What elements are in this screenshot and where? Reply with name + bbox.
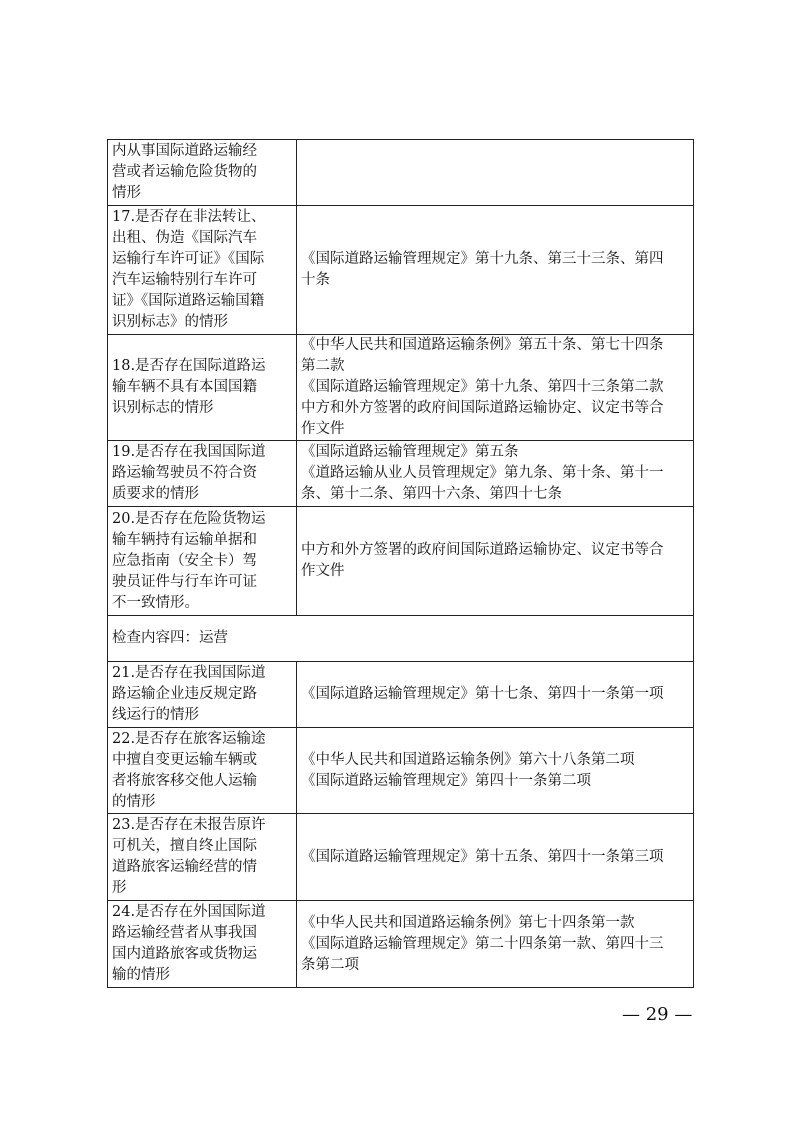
inspection-table	[107, 139, 694, 988]
table-row	[108, 206, 694, 335]
check-item-line: 路运输企业违反规定路	[112, 686, 257, 702]
check-item-line: 形	[112, 880, 127, 896]
check-item-line: 24.是否存在外国国际道	[112, 904, 266, 920]
table-row	[108, 335, 694, 441]
check-item-line: 识别标志》的情形	[112, 314, 228, 330]
check-item-line: 应急指南（安全卡）驾	[112, 552, 257, 569]
legal-basis-line: 《国际道路运输管理规定》第十九条、第四十三条第二款	[301, 379, 664, 395]
check-item-cell	[108, 662, 297, 728]
legal-basis-cell	[297, 441, 694, 507]
check-item-line: 者将旅客移交他人运输	[112, 772, 257, 789]
check-item-cell	[108, 814, 297, 901]
check-item-line: 情形	[112, 185, 141, 201]
check-item-line: 21.是否存在我国国际道	[112, 665, 266, 681]
legal-basis-line: 《国际道路运输管理规定》第二十四条第一款、第四十三	[301, 935, 664, 952]
legal-basis-line: 作文件	[301, 421, 345, 437]
check-item-cell	[108, 728, 297, 814]
table-row	[108, 441, 694, 507]
check-item-line: 证》《国际道路运输国籍	[112, 293, 265, 309]
check-item-line: 20.是否存在危险货物运	[112, 510, 266, 527]
legal-basis-line: 《道路运输从业人员管理规定》第九条、第十条、第十一	[301, 465, 664, 481]
check-item-line: 运输行车许可证》《国际	[112, 251, 265, 267]
legal-basis-line: 《中华人民共和国道路运输条例》第六十八条第二项	[301, 751, 635, 768]
check-item-line: 17.是否存在非法转让、	[112, 209, 266, 225]
legal-basis-line: 作文件	[301, 563, 345, 579]
check-item-line: 输车辆不具有本国国籍	[112, 379, 257, 395]
legal-basis-line: 中方和外方签署的政府间国际道路运输协定、议定书等合	[301, 542, 664, 558]
check-item-line: 驶员证件与行车许可证	[112, 573, 257, 590]
legal-basis-cell	[297, 335, 694, 441]
section-row	[108, 616, 694, 662]
check-item-line: 营或者运输危险货物的	[112, 164, 257, 180]
check-item-line: 输的情形	[112, 967, 170, 983]
table-row	[108, 507, 694, 616]
table-row	[108, 814, 694, 901]
check-item-line: 18.是否存在国际道路运	[112, 358, 266, 374]
check-item-line: 路运输驾驶员不符合资	[112, 465, 257, 481]
legal-basis-cell	[297, 507, 694, 616]
check-item-cell	[108, 140, 297, 206]
legal-basis-line: 《国际道路运输管理规定》第十五条、第四十一条第三项	[301, 848, 664, 865]
legal-basis-line: 中方和外方签署的政府间国际道路运输协定、议定书等合	[301, 400, 664, 416]
check-item-cell	[108, 441, 297, 507]
check-item-line: 路运输经营者从事我国	[112, 925, 257, 941]
table-row	[108, 662, 694, 728]
legal-basis-line: 十条	[301, 272, 330, 288]
legal-basis-cell	[297, 728, 694, 814]
legal-basis-cell	[297, 206, 694, 335]
legal-basis-line: 条、第十二条、第四十六条、第四十七条	[301, 486, 562, 502]
check-item-line: 23.是否存在未报告原许	[112, 817, 266, 833]
check-item-line: 质要求的情形	[112, 486, 199, 502]
check-item-cell	[108, 901, 297, 988]
check-item-cell	[108, 335, 297, 441]
legal-basis-cell	[297, 662, 694, 728]
check-item-line: 出租、伪造《国际汽车	[112, 230, 257, 246]
check-item-line: 道路旅客运输经营的情	[112, 859, 257, 875]
legal-basis-line: 条第二项	[301, 956, 359, 973]
check-item-cell	[108, 206, 297, 335]
check-item-line: 输车辆持有运输单据和	[112, 531, 257, 548]
table-row	[108, 728, 694, 814]
check-item-line: 22.是否存在旅客运输途	[112, 730, 266, 747]
legal-basis-line: 《中华人民共和国道路运输条例》第七十四条第一款	[301, 914, 635, 931]
legal-basis-line: 《国际道路运输管理规定》第五条	[301, 444, 519, 460]
check-item-line: 国内道路旅客或货物运	[112, 946, 257, 962]
check-item-line: 可机关，擅自终止国际	[112, 838, 257, 854]
page-number: — 29 —	[622, 1004, 693, 1025]
legal-basis-cell	[297, 140, 694, 206]
legal-basis-line: 《中华人民共和国道路运输条例》第五十条、第七十四条	[301, 337, 664, 353]
legal-basis-line: 《国际道路运输管理规定》第四十一条第二项	[301, 772, 591, 789]
check-item-line: 内从事国际道路运输经	[112, 143, 257, 159]
check-item-line: 19.是否存在我国国际道	[112, 444, 266, 460]
check-item-line: 的情形	[112, 793, 156, 810]
legal-basis-line: 《国际道路运输管理规定》第十七条、第四十一条第一项	[301, 686, 664, 702]
check-item-cell	[108, 507, 297, 616]
check-item-line: 不一致情形。	[112, 594, 199, 611]
legal-basis-cell	[297, 814, 694, 901]
table-row	[108, 901, 694, 988]
legal-basis-cell	[297, 901, 694, 988]
check-item-line: 识别标志的情形	[112, 400, 214, 416]
check-item-line: 线运行的情形	[112, 707, 199, 723]
legal-basis-line: 《国际道路运输管理规定》第十九条、第三十三条、第四	[301, 251, 664, 267]
section-heading: 检查内容四：运营	[108, 616, 694, 662]
legal-basis-line: 第二款	[301, 358, 345, 374]
table-row	[108, 140, 694, 206]
check-item-line: 中擅自变更运输车辆或	[112, 751, 257, 768]
check-item-line: 汽车运输特别行车许可	[112, 272, 257, 288]
